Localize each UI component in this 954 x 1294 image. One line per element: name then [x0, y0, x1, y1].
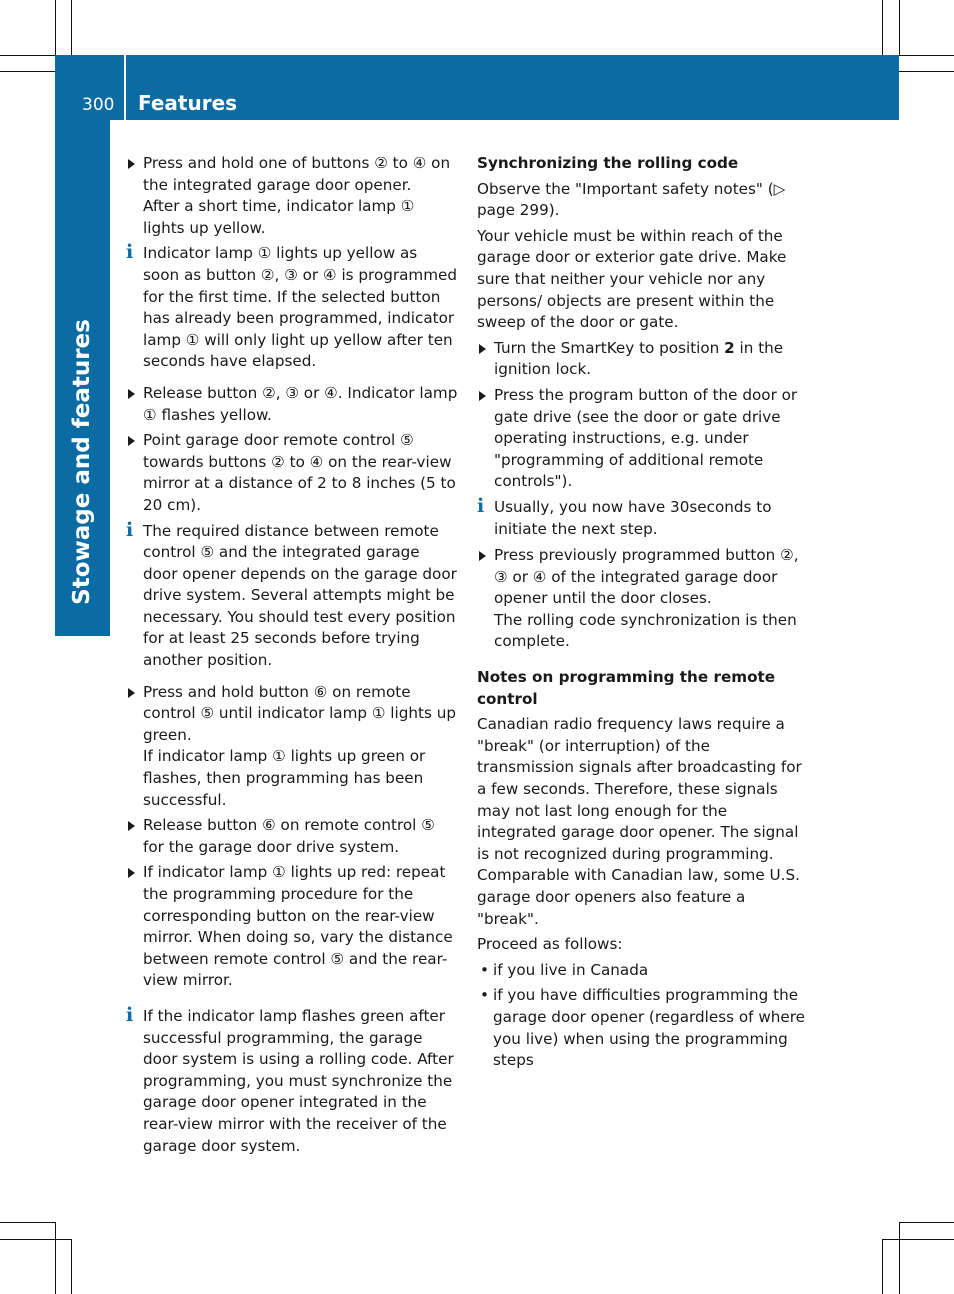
step-text: in the ignition lock. — [494, 338, 784, 379]
info-icon: i — [126, 1003, 134, 1026]
step-press-programmed-button — [477, 545, 809, 653]
crop-mark-bottom-left-h — [0, 1222, 55, 1223]
header-separator — [124, 55, 126, 120]
crop-mark-top-right-v2 — [899, 0, 900, 55]
info-icon: i — [477, 494, 485, 517]
step-text: Press the program button of the door or gate drive (see the door or gate drive operating instructions, e.g. under "programming of additional remote controls"). — [494, 385, 798, 491]
paragraph: Proceed as follows: — [477, 935, 623, 954]
crop-mark-bottom-right-v2 — [899, 1222, 900, 1294]
heading-rolling-code: Synchronizing the rolling code — [477, 154, 739, 172]
crop-mark-top-left-h — [0, 55, 55, 56]
info-note — [126, 1003, 458, 1157]
crop-mark-bottom-left-v2 — [71, 1239, 72, 1294]
info-note — [477, 494, 809, 540]
step-result: The rolling code synchronization is then complete. — [494, 610, 797, 651]
info-icon: i — [126, 241, 134, 264]
info-text: If the indicator lamp flashes green after successful programming, the garage door system is using a rolling code. After programming, you must synchronize the garage door opener integrated in the rear-view mirror with the receiver of the garage door system. — [143, 1006, 454, 1155]
step-result: After a short time, indicator lamp ① lights up yellow. — [143, 197, 415, 237]
step-text: Point garage door remote control ⑤ towards buttons ② to ④ on the rear-view mirror at a distance of 2 to 8 inches (5 to 20 cm). — [143, 431, 456, 514]
step-text: If indicator lamp ① lights up red: repeat the programming procedure for the corresponding button on the rear-view mirror. When doing so, vary the distance between remote control ⑤ and the rear-view mirror. — [143, 863, 453, 990]
crop-mark-bottom-right-h — [899, 1222, 954, 1223]
step-press-hold-remote — [126, 682, 458, 812]
info-text: Usually, you now have 30seconds to initiate the next step. — [494, 497, 772, 538]
crop-mark-bottom-right-h2 — [882, 1239, 954, 1240]
side-tab-label: Stowage and features — [69, 319, 95, 605]
step-point-remote — [126, 430, 458, 516]
crop-mark-bottom-right-v — [882, 1239, 883, 1294]
crop-mark-top-left-h2 — [0, 71, 55, 72]
page-number: 300 — [82, 95, 115, 115]
step-turn-smartkey — [477, 338, 809, 381]
paragraph: Observe the "Important safety notes" (▷ page 299). — [477, 179, 786, 220]
step-lamp-red — [126, 862, 458, 992]
step-text: Release button ②, ③ or ④. Indicator lamp ① flashes yellow. — [143, 383, 458, 424]
left-column — [126, 153, 458, 1162]
crop-mark-top-right-h — [899, 55, 954, 56]
step-text: Press and hold button ⑥ on remote control ⑤ until indicator lamp ① lights up green. — [143, 682, 456, 744]
step-press-hold-buttons — [126, 153, 458, 239]
info-note — [126, 243, 458, 373]
crop-mark-top-left-v — [55, 0, 56, 55]
step-text: Press previously programmed button ②, ③ or ④ of the integrated garage door opener until the door closes. — [494, 546, 799, 608]
crop-mark-top-left-v2 — [71, 0, 72, 55]
crop-mark-bottom-left-h2 — [0, 1239, 71, 1240]
info-icon: i — [126, 518, 134, 541]
step-text: Press and hold one of buttons ② to ④ on the integrated garage door opener. — [143, 154, 451, 194]
list-item: • if you live in Canada — [477, 960, 809, 982]
section-title: Features — [138, 91, 238, 115]
paragraph: Your vehicle must be within reach of the garage door or exterior gate drive. Make sure that neither your vehicle nor any persons/ objects are present within the sweep of the door or gate. — [477, 226, 787, 332]
step-text: Turn the SmartKey to position — [494, 338, 725, 357]
crop-mark-bottom-left-v — [55, 1222, 56, 1294]
step-release-button — [126, 383, 458, 426]
info-note — [126, 518, 458, 672]
step-result: If indicator lamp ① lights up green or flashes, then programming has been successful. — [143, 747, 426, 809]
info-text: The required distance between remote control ⑤ and the integrated garage door opener depends on the garage door drive system. Several attempts might be necessary. You should test every position for at least 25 seconds before trying another position. — [143, 521, 457, 670]
paragraph: Canadian radio frequency laws require a "break" (or interruption) of the transmission signals after broadcasting for a few seconds. Therefore, these signals may not last long enough for the integrated garage door opener. The signal is not recognized during programming. Comparable with Canadian law, some U.S. garage door openers also feature a "break". — [477, 715, 802, 928]
crop-mark-top-right-h2 — [899, 71, 954, 72]
info-text: Indicator lamp ① lights up yellow as soon as button ②, ③ or ④ is programmed for the first time. If the selected button has already been programmed, indicator lamp ① will only light up yellow after ten seconds have elapsed. — [143, 244, 458, 371]
right-column — [477, 153, 809, 1076]
step-text-bold: 2 — [724, 338, 735, 357]
list-item: • if you have difficulties programming the garage door opener (regardless of where you live) when using the programming steps — [477, 985, 809, 1071]
crop-mark-top-right-v — [882, 0, 883, 55]
step-release-remote — [126, 815, 458, 858]
heading-notes-remote: Notes on programming the remote control — [477, 668, 776, 708]
step-press-program-button — [477, 385, 809, 493]
step-text: Release button ⑥ on remote control ⑤ for the garage door drive system. — [143, 816, 435, 856]
